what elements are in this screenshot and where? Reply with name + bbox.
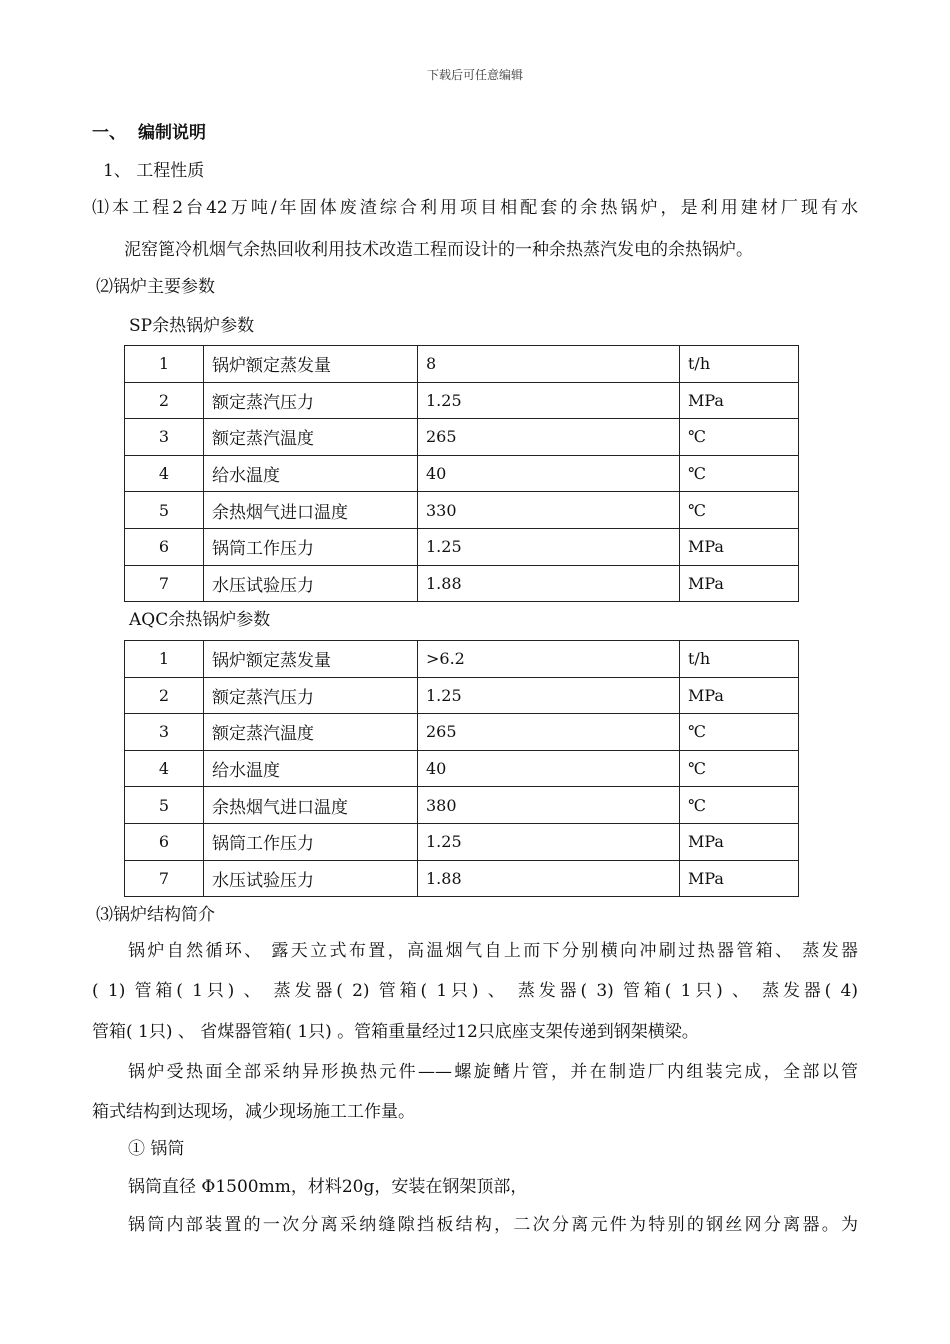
section-number: 一、 [92,123,126,143]
para1-line1: 锅炉自然循环、 露天立式布置，高温烟气自上而下分别横向冲刷过热器管箱、 蒸发器 [128,941,858,961]
item2-heading: ⑵锅炉主要参数 [96,277,215,297]
param-name: 锅筒工作压力 [204,823,418,860]
param-name: 给水温度 [204,750,418,787]
para2-line2: 箱式结构到达现场，减少现场施工工作量。 [92,1102,415,1122]
param-name: 锅炉额定蒸发量 [204,641,418,678]
param-unit: ℃ [680,419,799,456]
row-index: 2 [125,677,204,714]
subsection-heading: 1、 工程性质 [103,161,205,181]
param-value: 1.25 [418,823,680,860]
param-unit: MPa [680,823,799,860]
param-unit: ℃ [680,492,799,529]
param-name: 锅炉额定蒸发量 [204,346,418,383]
param-name: 额定蒸汽压力 [204,677,418,714]
param-unit: ℃ [680,455,799,492]
param-name: 额定蒸汽温度 [204,714,418,751]
param-unit: ℃ [680,714,799,751]
param-name: 额定蒸汽压力 [204,382,418,419]
row-index: 3 [125,419,204,456]
param-value: 265 [418,714,680,751]
param-unit: ℃ [680,787,799,824]
section-heading [92,118,206,143]
row-index: 1 [125,641,204,678]
param-name: 额定蒸汽温度 [204,419,418,456]
table-row [125,528,799,565]
param-unit: ℃ [680,750,799,787]
param-value: 1.25 [418,528,680,565]
row-index: 4 [125,455,204,492]
param-unit: MPa [680,382,799,419]
drum-line1: 锅筒直径 Φ1500mm，材料20g，安装在钢架顶部， [128,1177,528,1197]
table-row [125,714,799,751]
sp-table-title: SP余热锅炉参数 [129,316,255,336]
table-row [125,750,799,787]
param-value: >6.2 [418,641,680,678]
section-title: 编制说明 [138,123,206,143]
row-index: 6 [125,528,204,565]
table-row [125,677,799,714]
table-row [125,455,799,492]
param-name: 给水温度 [204,455,418,492]
param-value: 1.88 [418,860,680,897]
para1-line3: 管箱( 1只) 、 省煤器管箱( 1只) 。管箱重量经过12只底座支架传递到钢架横梁。 [92,1022,699,1042]
param-value: 1.25 [418,677,680,714]
param-unit: MPa [680,528,799,565]
param-unit: t/h [680,346,799,383]
param-value: 1.88 [418,565,680,602]
table-row [125,492,799,529]
drum-line2: 锅筒内部装置的一次分离采纳缝隙挡板结构，二次分离元件为特别的钢丝网分离器。为 [128,1215,858,1235]
page-header: 下载后可任意编辑 [426,68,523,82]
param-value: 40 [418,455,680,492]
param-value: 265 [418,419,680,456]
row-index: 3 [125,714,204,751]
param-value: 8 [418,346,680,383]
para2-line1: 锅炉受热面全部采纳异形换热元件——螺旋鳍片管，并在制造厂内组装完成，全部以管 [128,1062,858,1082]
aqc-table-title: AQC余热锅炉参数 [129,610,271,630]
param-unit: t/h [680,641,799,678]
row-index: 5 [125,492,204,529]
table-row [125,641,799,678]
param-value: 330 [418,492,680,529]
row-index: 4 [125,750,204,787]
param-value: 380 [418,787,680,824]
drum-heading: ① 锅筒 [128,1139,185,1159]
param-name: 锅筒工作压力 [204,528,418,565]
param-unit: MPa [680,677,799,714]
param-name: 水压试验压力 [204,565,418,602]
item1-line1: ⑴本工程2台42万吨/年固体废渣综合利用项目相配套的余热锅炉，是利用建材厂现有水 [92,198,858,218]
param-unit: MPa [680,860,799,897]
param-value: 1.25 [418,382,680,419]
aqc-params-table [124,640,799,897]
table-row [125,346,799,383]
param-name: 余热烟气进口温度 [204,492,418,529]
table-row [125,860,799,897]
param-name: 余热烟气进口温度 [204,787,418,824]
table-row [125,787,799,824]
param-name: 水压试验压力 [204,860,418,897]
param-value: 40 [418,750,680,787]
table-row [125,565,799,602]
table-row [125,823,799,860]
param-unit: MPa [680,565,799,602]
item3-heading: ⑶锅炉结构简介 [96,905,215,925]
row-index: 7 [125,565,204,602]
row-index: 5 [125,787,204,824]
row-index: 1 [125,346,204,383]
row-index: 7 [125,860,204,897]
para1-line2: ( 1) 管箱( 1只) 、 蒸发器( 2) 管箱( 1只) 、 蒸发器( 3) 管箱( 1只) 、 蒸发器( 4) [92,981,858,1001]
row-index: 6 [125,823,204,860]
table-row [125,382,799,419]
sp-params-table [124,345,799,602]
item1-line2: 泥窑篦冷机烟气余热回收利用技术改造工程而设计的一种余热蒸汽发电的余热锅炉。 [124,240,753,260]
row-index: 2 [125,382,204,419]
table-row [125,419,799,456]
